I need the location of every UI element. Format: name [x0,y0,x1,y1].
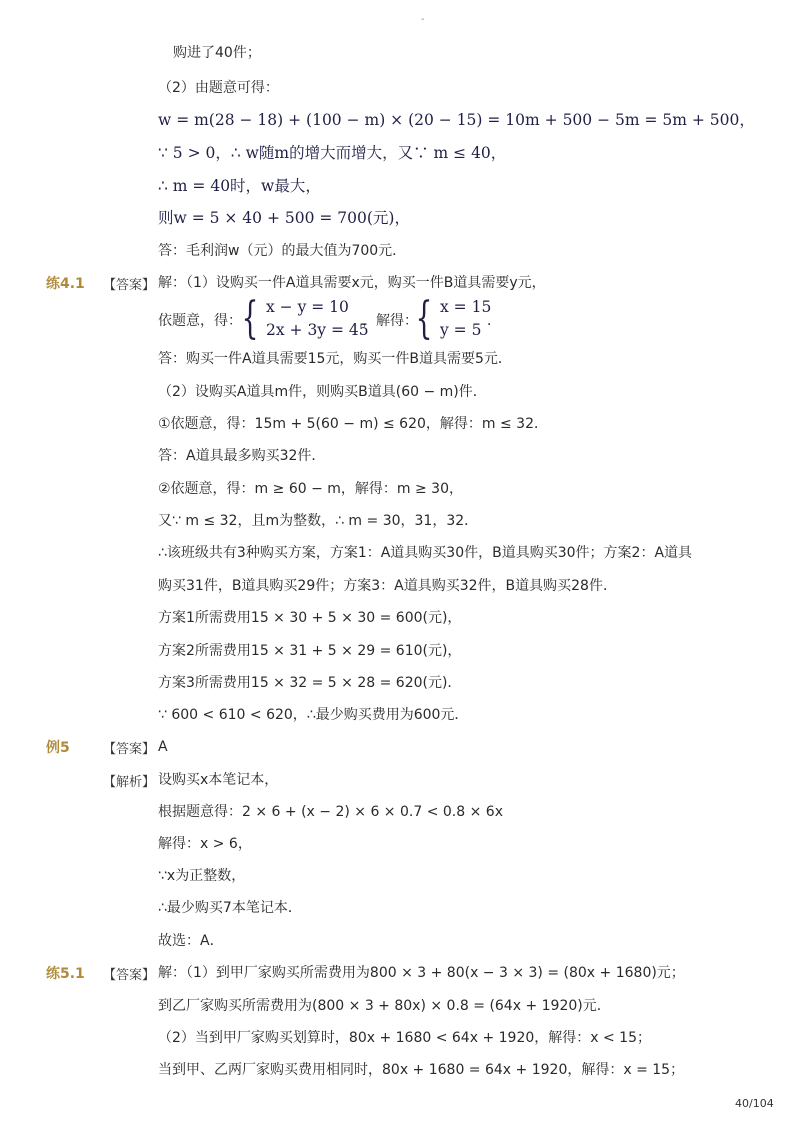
exercise-tag-5-1: 练5.1 [46,966,85,982]
text-line: A [158,739,168,755]
text-line: 购进了40件； [173,45,261,61]
text-line: （2）由题意可得： [158,80,279,96]
answer-bracket: 【答案】 [103,278,156,293]
analysis-bracket: 【解析】 [103,775,156,790]
text-line: 解：（1）设购买一件A道具需要x元，购买一件B道具需要y元， [158,275,546,291]
equation-system-2 [410,293,492,344]
text-line: 故选：A． [158,933,224,949]
system-equation: y = 5 [440,321,482,339]
text-line: ∴最少购买7本笔记本． [158,900,302,916]
left-brace-icon: { [241,293,259,344]
text-line: 解：（1）到甲厂家购买所需费用为800 × 3 + 80(x − 3 × 3) = (80x + 1680)元； [158,965,685,981]
left-brace-icon: { [415,293,433,344]
text-line: （2）当到甲厂家购买划算时，80x + 1680 < 64x + 1920，解得：x < 15； [158,1030,651,1046]
exercise-tag-4-1: 练4.1 [46,276,85,292]
header-mark: - [421,14,425,25]
text-line: ①依题意，得：15m + 5(60 − m) ≤ 620，解得：m ≤ 32． [158,416,548,432]
system-equation: 2x + 3y = 45 [266,321,369,339]
text-line: 答：购买一件A道具需要15元，购买一件B道具需要5元． [158,351,512,367]
text-line: ②依题意，得：m ≥ 60 − m，解得：m ≥ 30， [158,481,463,497]
text-line: ，解得： [362,313,418,329]
text-line: 到乙厂家购买所需费用为(800 × 3 + 80x) × 0.8 = (64x + 1920)元． [158,998,611,1014]
math-line: ∴ m = 40时，w最大， [158,177,321,195]
text-line: 解得：x > 6， [158,836,252,852]
text-line: ． [487,313,501,329]
math-line: 则w = 5 × 40 + 500 = 700(元)， [158,209,410,227]
system-equation: x = 15 [440,298,492,316]
text-line: 依题意，得： [158,313,242,329]
text-line: ∴该班级共有3种购买方案，方案1：A道具购买30件，B道具购买30件；方案2：A道具 [158,545,693,561]
answer-bracket: 【答案】 [103,968,156,983]
system-equation: x − y = 10 [266,298,349,316]
equation-system-1 [236,293,369,344]
text-line: 设购买x本笔记本， [158,772,279,788]
text-line: ∵ 600 < 610 < 620，∴最少购买费用为600元． [158,707,469,723]
text-line: 购买31件，B道具购买29件；方案3：A道具购买32件，B道具购买28件． [158,578,617,594]
text-line: （2）设购买A道具m件，则购买B道具(60 − m)件． [158,384,487,400]
example-tag-5: 例5 [46,740,70,756]
text-line: 方案3所需费用15 × 32 = 5 × 28 = 620(元)． [158,675,462,691]
text-line: 根据题意得：2 × 6 + (x − 2) × 6 × 0.7 < 0.8 × 6x [158,804,503,820]
text-line: 答：毛利润w（元）的最大值为700元． [158,243,407,259]
math-line: w = m(28 − 18) + (100 − m) × (20 − 15) = 10m + 500 − 5m = 5m + 500， [158,111,755,129]
text-line: 答：A道具最多购买32件． [158,448,326,464]
math-line: ∵ 5 > 0，∴ w随m的增大而增大，又∵ m ≤ 40， [158,144,507,162]
page-number: 40/104 [735,1097,774,1110]
text-line: 方案2所需费用15 × 31 + 5 × 29 = 610(元)， [158,643,462,659]
answer-bracket: 【答案】 [103,742,156,757]
text-line: 当到甲、乙两厂家购买费用相同时，80x + 1680 = 64x + 1920，解得：x = 15； [158,1062,685,1078]
text-line: 方案1所需费用15 × 30 + 5 × 30 = 600(元)， [158,610,462,626]
text-line: 又∵ m ≤ 32，且m为整数，∴ m = 30，31，32． [158,513,479,529]
text-line: ∵x为正整数， [158,868,246,884]
